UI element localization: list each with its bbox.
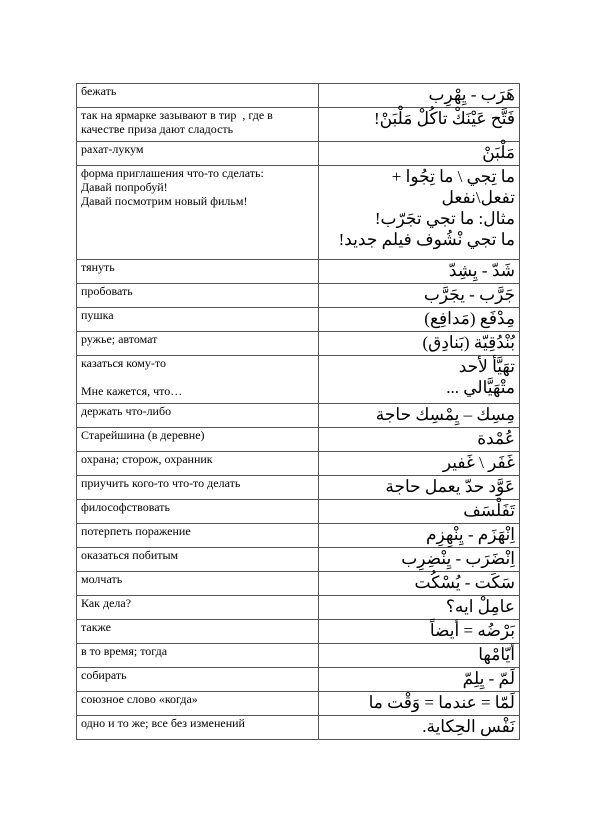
table-row [77,620,520,644]
arabic-term-cell [319,452,520,476]
russian-term-cell [77,572,319,596]
table-row [77,668,520,692]
table-row [77,260,520,284]
russian-term-cell [77,308,319,332]
russian-term-cell [77,84,319,108]
table-row [77,476,520,500]
arabic-term-line: مَلْبَنْ [482,143,515,162]
russian-term-cell [77,596,319,620]
table-row [77,108,520,142]
russian-term-line: также [81,620,112,634]
arabic-term-line: نَفْس الحِكاية. [422,717,515,736]
arabic-term-line: لَمّا = عندما = وَقْت ما [368,693,515,712]
russian-term-line: рахат-лукум [81,142,144,156]
table-row [77,548,520,572]
russian-term-cell [77,108,319,142]
arabic-term-line: مثال: ما تجي تجَرّب! [374,209,515,228]
arabic-term-cell [319,108,520,142]
arabic-term-line: لَمّ - يِلِمّ [462,669,515,688]
table-row [77,428,520,452]
arabic-term-line: غَفَر \ غَفير [442,453,515,472]
russian-term-cell [77,668,319,692]
russian-term-line: ружье; автомат [81,332,158,346]
arabic-term-cell [319,692,520,716]
russian-term-line: так на ярмарке зазывают в тир , где в [81,108,273,122]
russian-term-line: союзное слово «когда» [81,692,198,706]
russian-term-cell [77,692,319,716]
arabic-term-line: تَفَلْسَف [463,501,515,520]
russian-term-cell [77,260,319,284]
vocabulary-table [76,83,520,740]
arabic-term-line: عامِلْ ايه؟ [445,597,515,616]
table-row [77,452,520,476]
arabic-term-cell [319,668,520,692]
russian-term-line: одно и то же; все без изменений [81,716,245,730]
russian-term-line: потерпеть поражение [81,524,191,538]
arabic-term-cell [319,500,520,524]
russian-term-line: охрана; сторож, охранник [81,452,213,466]
arabic-term-line: تفعل\نفعل [441,188,515,207]
russian-term-line: Давай попробуй! [81,180,168,194]
arabic-term-line: بُنْدُقِيّة (بَنادِق) [422,333,515,352]
arabic-term-cell [319,716,520,740]
russian-term-cell [77,524,319,548]
russian-term-cell [77,716,319,740]
arabic-term-cell [319,142,520,166]
russian-term-line: Давай посмотрим новый фильм! [81,194,248,208]
arabic-term-line: سَكَت - يُسْكُت [414,573,515,592]
table-row [77,596,520,620]
arabic-term-cell [319,428,520,452]
table-row [77,308,520,332]
arabic-term-cell [319,644,520,668]
table-row [77,644,520,668]
russian-term-line: Как дела? [81,596,132,610]
table-row [77,500,520,524]
arabic-term-cell [319,404,520,428]
russian-term-line: молчать [81,572,123,586]
russian-term-cell [77,548,319,572]
arabic-term-cell [319,308,520,332]
arabic-term-line: عُمْدة [477,429,515,448]
arabic-term-cell [319,476,520,500]
arabic-term-line: فَتَّح عَيْنَكْ تاكُلْ مَلْبَنْ! [373,109,515,128]
russian-term-cell [77,284,319,308]
arabic-term-line: اِنْهَزَم - يِنْهِزِم [426,525,515,544]
russian-term-line: пушка [81,308,114,322]
arabic-term-line: أيّامْها [478,645,515,664]
russian-term-line [81,370,314,384]
arabic-term-line: هَرَب - يِهْرِب [428,85,515,104]
arabic-term-line: تهَيَّأ لأحد [458,357,515,376]
russian-term-cell [77,142,319,166]
russian-term-line: философствовать [81,500,170,514]
russian-term-line: собирать [81,668,127,682]
table-row [77,284,520,308]
arabic-term-cell [319,620,520,644]
russian-term-line: приучить кого-то что-то делать [81,476,241,490]
arabic-term-line: جَرَّب - يجَرَّب [423,285,515,304]
russian-term-line: форма приглашения что-то сделать: [81,166,264,180]
arabic-term-line: مِسِك – يِمْسِك حاجة [375,405,515,424]
arabic-term-line: ما تجي نْشُوف فيلم جديد! [338,230,515,249]
arabic-term-cell [319,284,520,308]
arabic-term-line: بَرْضُه = أيضاً [429,621,515,640]
russian-term-cell [77,644,319,668]
arabic-term-line: عَوَّد حدّ يعمل حاجة [385,477,515,496]
russian-term-line: казаться кому-то [81,356,166,370]
table-row [77,332,520,356]
russian-term-line: оказаться побитым [81,548,179,562]
russian-term-cell [77,166,319,260]
arabic-term-cell [319,596,520,620]
vocabulary-table-body [77,84,520,740]
russian-term-cell [77,404,319,428]
table-row [77,524,520,548]
russian-term-cell [77,476,319,500]
arabic-term-line: ما تِجي \ ما تِجُوا + [391,167,515,186]
russian-term-cell [77,332,319,356]
arabic-term-line: شَدّ - يِشِدّ [448,261,515,280]
russian-term-line: тянуть [81,260,115,274]
russian-term-line: держать что-либо [81,404,172,418]
arabic-term-cell [319,166,520,260]
russian-term-cell [77,356,319,404]
table-row [77,166,520,260]
table-row [77,356,520,404]
russian-term-cell [77,620,319,644]
arabic-term-cell [319,356,520,404]
table-row [77,716,520,740]
table-row [77,692,520,716]
arabic-term-cell [319,260,520,284]
russian-term-line: в то время; тогда [81,644,168,658]
russian-term-cell [77,452,319,476]
arabic-term-cell [319,572,520,596]
russian-term-line: Мне кажется, что… [81,384,183,398]
russian-term-cell [77,500,319,524]
arabic-term-line: متْهَيَّالي ... [446,378,515,397]
table-row [77,572,520,596]
table-row [77,142,520,166]
arabic-term-line: اِنْضَرَب - يِنْضِرِب [401,549,515,568]
russian-term-line: пробовать [81,284,133,298]
arabic-term-cell [319,84,520,108]
russian-term-line: качестве приза дают сладость [81,122,234,136]
arabic-term-line: مِدْفَع (مَدافِع) [424,309,515,328]
russian-term-cell [77,428,319,452]
table-row [77,84,520,108]
arabic-term-cell [319,524,520,548]
arabic-term-cell [319,332,520,356]
table-row [77,404,520,428]
russian-term-line: Старейшина (в деревне) [81,428,205,442]
arabic-term-cell [319,548,520,572]
russian-term-line: бежать [81,84,117,98]
